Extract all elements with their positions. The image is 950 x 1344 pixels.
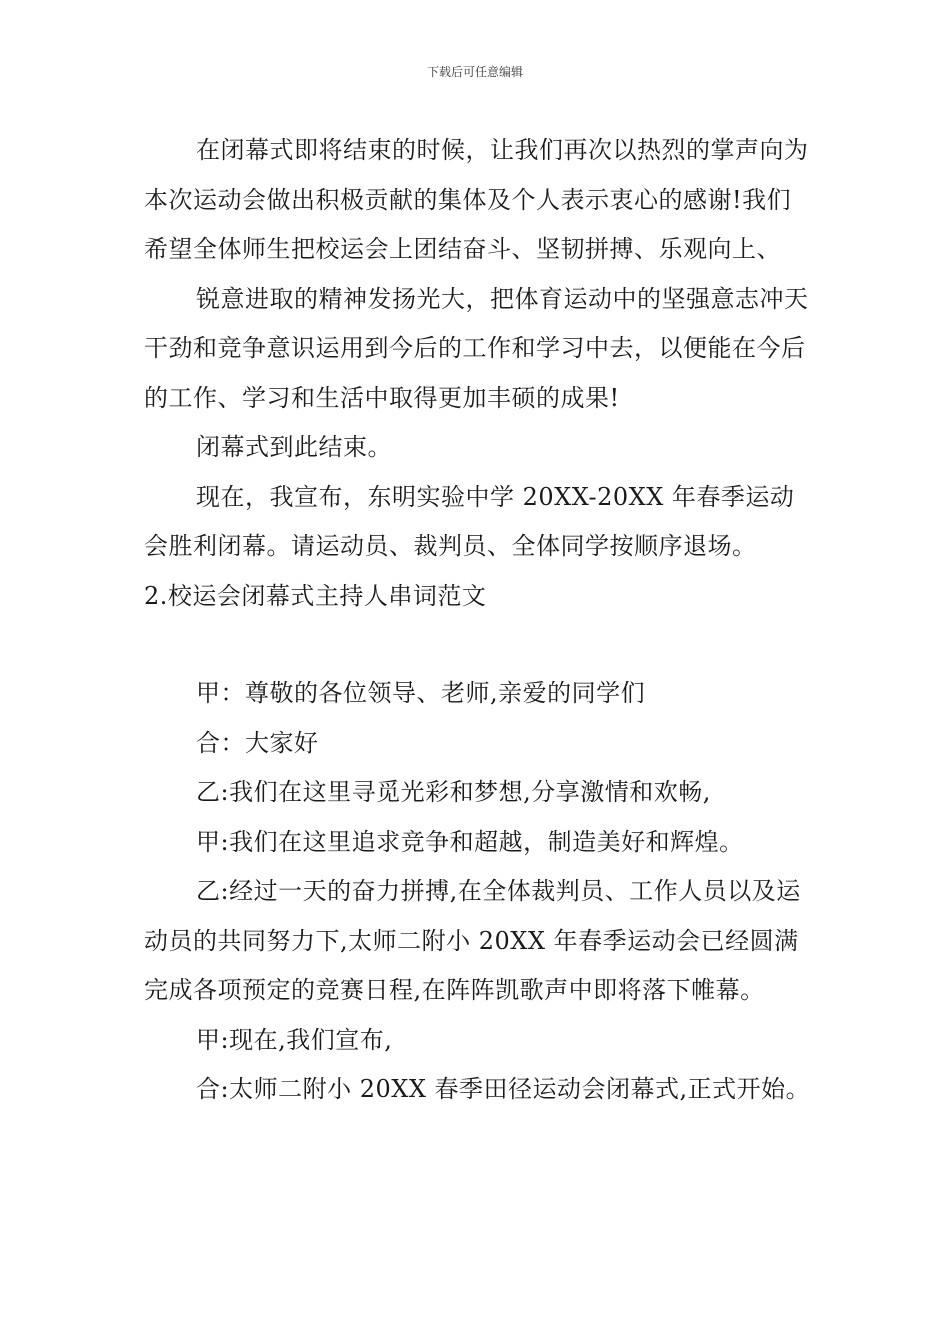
page-header: 下载后可任意编辑: [426, 65, 523, 79]
section-heading: 2.校运会闭幕式主持人串词范文: [144, 581, 487, 610]
dialogue-line: 甲:我们在这里追求竞争和超越，制造美好和辉煌。: [196, 827, 744, 856]
dialogue-line: 乙:我们在这里寻觅光彩和梦想,分享激情和欢畅,: [196, 778, 711, 806]
dialogue-line: 甲：尊敬的各位领导、老师,亲爱的同学们: [196, 679, 646, 707]
dialogue-line: 甲:现在,我们宣布,: [196, 1025, 393, 1054]
paragraph: 在闭幕式即将结束的时候，让我们再次以热烈的掌声向为本次运动会做出积极贡献的集体及个人表示衷心的感谢!我们希望全体师生把校运会上团结奋斗、坚韧拼搏、乐观向上、: [144, 136, 809, 263]
dialogue-line: 合:太师二附小 20XX 春季田径运动会闭幕式,正式开始。: [196, 1075, 811, 1103]
dialogue-line: 合：大家好: [196, 728, 319, 757]
dialogue-line: 乙:经过一天的奋力拼搏,在全体裁判员、工作人员以及运动员的共同努力下,太师二附小 20XX 年春季运动会已经圆满完成各项预定的竞赛日程,在阵阵凯歌声中即将落下帷幕。: [144, 877, 801, 1004]
document-body: [144, 126, 812, 1115]
paragraph: 锐意进取的精神发扬光大，把体育运动中的坚强意志冲天干劲和竞争意识运用到今后的工作和学习中去，以便能在今后的工作、学习和生活中取得更加丰硕的成果!: [144, 284, 809, 412]
paragraph: 现在，我宣布，东明实验中学 20XX-20XX 年春季运动会胜利闭幕。请运动员、裁判员、全体同学按顺序退场。: [144, 482, 795, 560]
blank-line: [144, 621, 812, 669]
paragraph: 闭幕式到此结束。: [196, 433, 392, 461]
